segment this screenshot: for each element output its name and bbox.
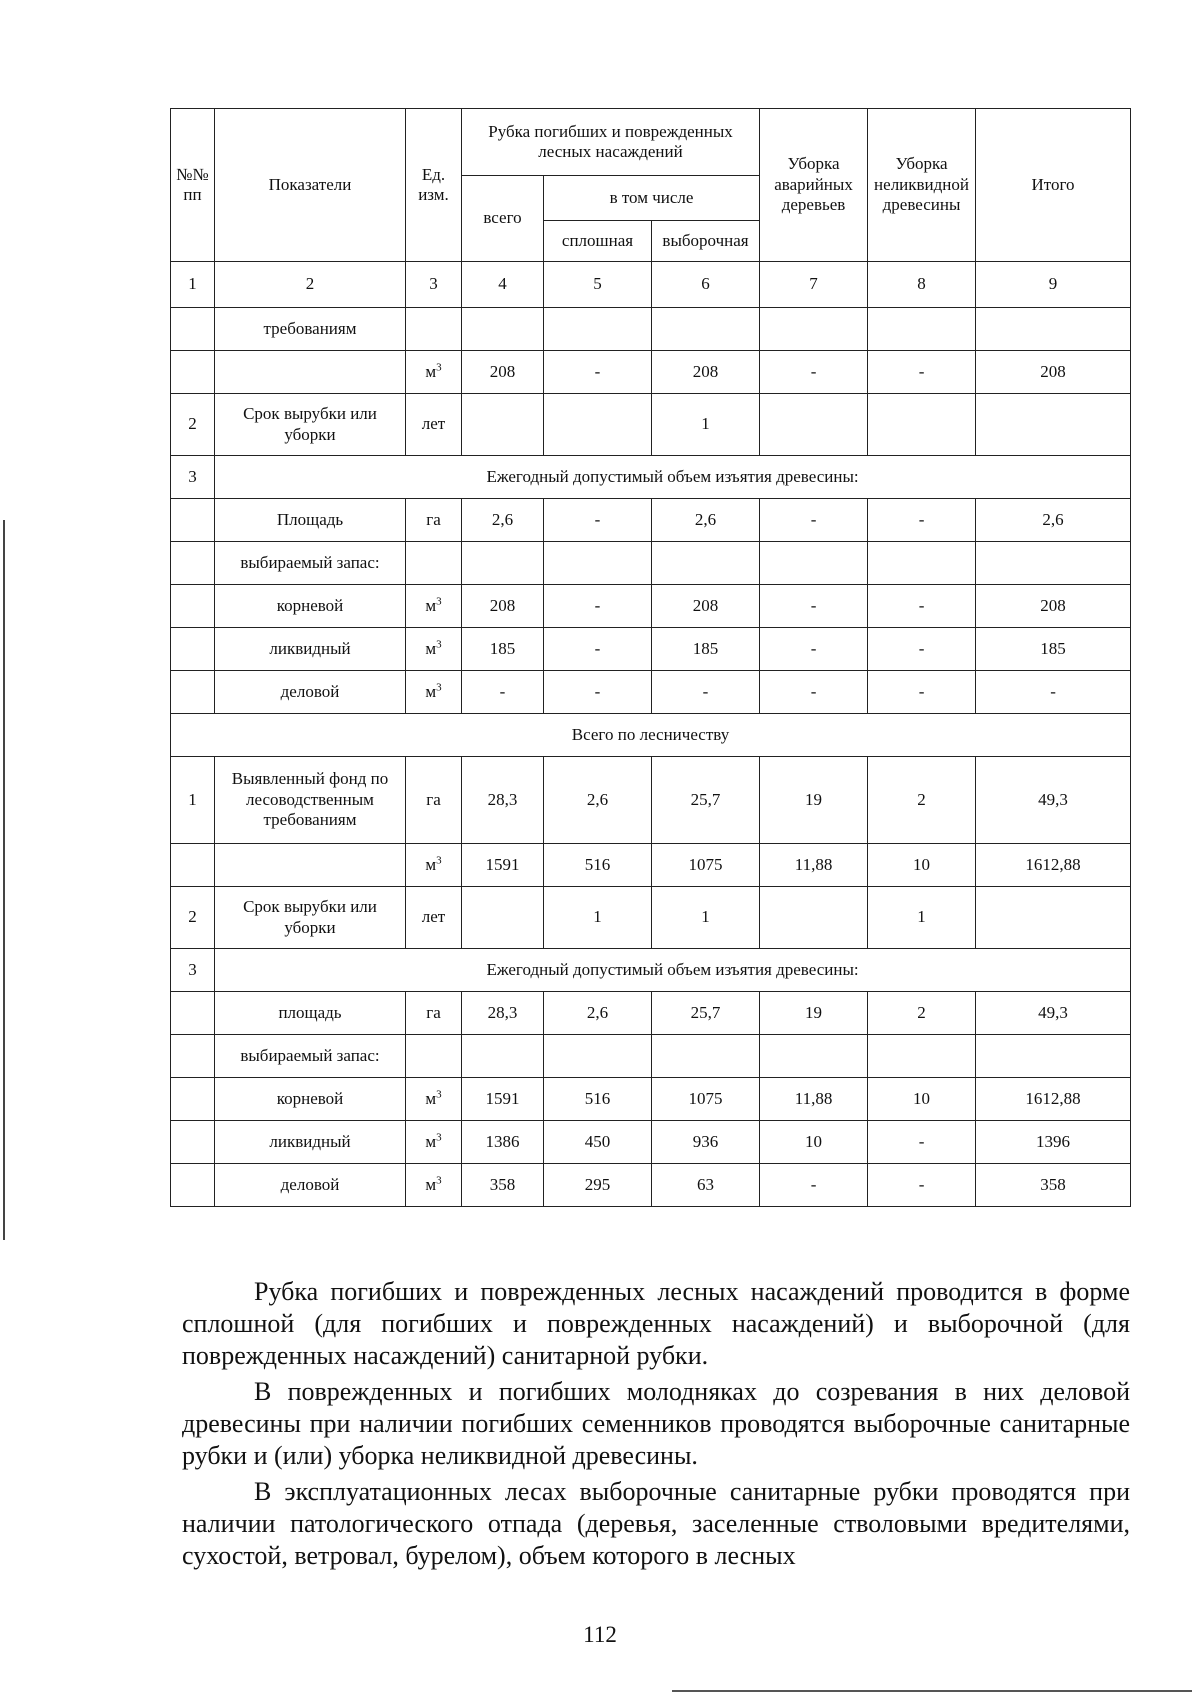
row-unit: $м^3$ [406,844,462,887]
column-number: 4 [462,262,544,308]
row-unit: $м^3$ [406,1121,462,1164]
column-number: 1 [171,262,215,308]
table-row: Площадь га 2,6 - 2,6 - - 2,6 [171,499,1131,542]
row-unit: $м^3$ [406,1078,462,1121]
table-row: 3 Ежегодный допустимый объем изъятия древесины: [171,949,1131,992]
column-number: 7 [760,262,868,308]
column-numbers-row [171,262,1131,308]
row-label: деловой [215,1164,406,1207]
table-row: корневой $м^3$ 208 - 208 - - 208 [171,585,1131,628]
row-label: Ежегодный допустимый объем изъятия древесины: [215,456,1131,499]
row-label: требованиям [215,308,406,351]
row-unit: $м^3$ [406,351,462,394]
table-row: корневой $м^3$ 1591 516 1075 11,88 10 1612,88 [171,1078,1131,1121]
table-row: площадь га 28,3 2,6 25,7 19 2 49,3 [171,992,1131,1035]
header-indicators: Показатели [215,109,406,262]
header-total: всего [462,176,544,262]
forest-felling-table [170,108,1131,1207]
row-label: выбираемый запас: [215,542,406,585]
header-felling-group: Рубка погибших и поврежденных лесных насаждений [462,109,760,176]
table-row: 1 Выявленный фонд по лесоводственным требованиям га 28,3 2,6 25,7 19 2 49,3 [171,757,1131,844]
column-number: 6 [652,262,760,308]
table-row: 3 Ежегодный допустимый объем изъятия древесины: [171,456,1131,499]
row-label: Срок вырубки или уборки [215,394,406,456]
row-label: Площадь [215,499,406,542]
row-label: корневой [215,1078,406,1121]
row-label: Ежегодный допустимый объем изъятия древесины: [215,949,1131,992]
row-label: Выявленный фонд по лесоводственным требованиям [215,757,406,844]
header-selective: выборочная [652,221,760,262]
table-row: $м^3$ 1591 516 1075 11,88 10 1612,88 [171,844,1131,887]
row-label: деловой [215,671,406,714]
table-row: ликвидный $м^3$ 185 - 185 - - 185 [171,628,1131,671]
row-unit: $м^3$ [406,671,462,714]
table-row: деловой $м^3$ 358 295 63 - - 358 [171,1164,1131,1207]
forestry-total-label: Всего по лесничеству [171,714,1131,757]
paragraph: В эксплуатационных лесах выборочные санитарные рубки проводятся при наличии патологического отпада (деревья, заселенные стволовыми вредителями, сухостой, ветровал, бурелом), объем которого в лесных [182,1477,1130,1570]
header-including: в том числе [544,176,760,221]
table-row [171,542,1131,585]
table-row [171,1035,1131,1078]
row-label: корневой [215,585,406,628]
table-row: 2 Срок вырубки или уборки лет 1 [171,394,1131,456]
scan-edge-mark [3,520,5,1240]
header-grand-total: Итого [976,109,1131,262]
page-number: 112 [583,1622,617,1647]
column-number: 3 [406,262,462,308]
header-illiquid: Уборка неликвидной древесины [868,109,976,262]
forestry-total-row [171,714,1131,757]
header-emergency: Уборка аварийных деревьев [760,109,868,262]
row-label: ликвидный [215,628,406,671]
column-number: 2 [215,262,406,308]
table-row: деловой $м^3$ - - - - - - [171,671,1131,714]
row-unit: $м^3$ [406,585,462,628]
row-unit: $м^3$ [406,628,462,671]
paragraph: В поврежденных и погибших молодняках до созревания в них деловой древесины при наличии погибших семенников проводятся выборочные санитарные рубки и (или) уборка неликвидной древесины. [182,1377,1130,1470]
table-row: $м^3$ 208 - 208 - - 208 [171,351,1131,394]
table-row: 2 Срок вырубки или уборки лет 1 1 1 [171,887,1131,949]
column-number: 9 [976,262,1131,308]
column-number: 5 [544,262,652,308]
header-unit: Ед. изм. [406,109,462,262]
column-number: 8 [868,262,976,308]
row-label: выбираемый запас: [215,1035,406,1078]
scan-bottom-line [672,1690,1192,1692]
row-unit: $м^3$ [406,1164,462,1207]
row-label: Срок вырубки или уборки [215,887,406,949]
row-label: площадь [215,992,406,1035]
header-clear: сплошная [544,221,652,262]
row-label: ликвидный [215,1121,406,1164]
table-row: ликвидный $м^3$ 1386 450 936 10 - 1396 [171,1121,1131,1164]
body-text [182,1276,1130,1576]
header-row-1 [171,109,1131,176]
paragraph: Рубка погибших и поврежденных лесных насаждений проводится в форме сплошной (для погибших и поврежденных насаждений) и выборочной (для поврежденных насаждений) санитарной рубки. [182,1277,1130,1370]
table-row [171,308,1131,351]
header-num: №№ пп [171,109,215,262]
